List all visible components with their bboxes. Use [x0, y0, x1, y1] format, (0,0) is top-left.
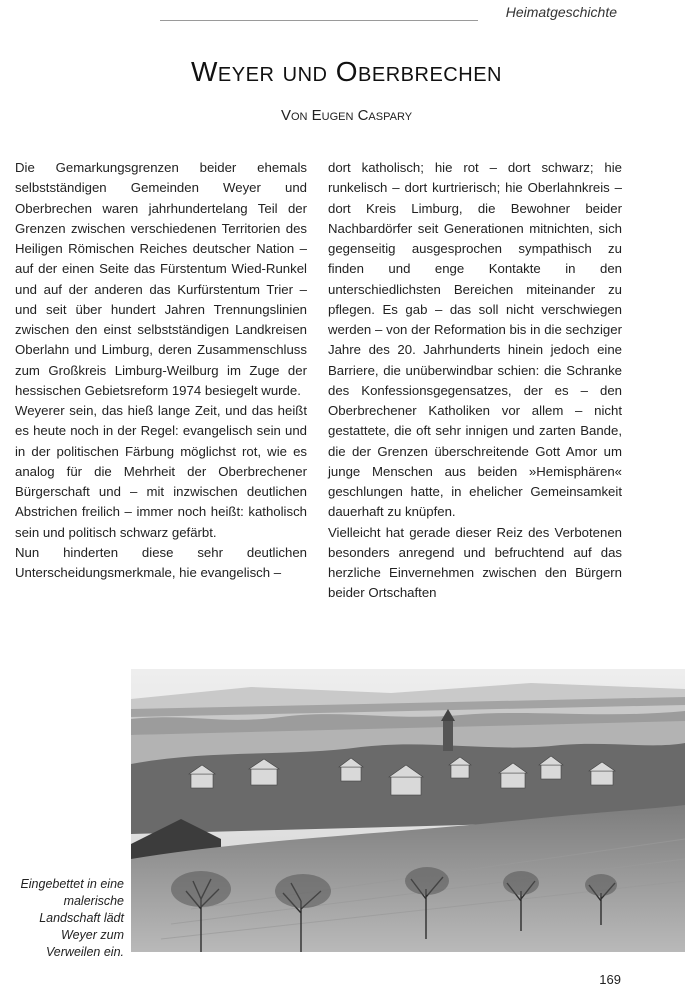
photo-caption: Eingebettet in eine malerische Landschaft lädt Weyer zum Verweilen ein.	[20, 877, 124, 959]
paragraph: dort katholisch; hie rot – dort schwarz; hie runkelisch – dort kurtrierisch; hie Oberlahnkreis – dort Kreis Limburg, die Bewohner beider Nachbardörfer seit Generationen mitnichten, sich gegenseitig ausgesprochen sympathisch zu finden und enge Kontakte in den unterschiedlichsten Bereichen miteinander zu pflegen. Es gab – das soll nicht verschwiegen werden – von der Reformation bis in die sechziger Jahre des 20. Jahrhunderts hinein jedoch eine Barriere, die unüberwindbar schien: die Schranke des Konfessionsgegensatzes, der es – den Oberbrechener Katholiken vor allem – nicht gestattete, die oft sehr innigen und zarten Bande, die der Grenzen überschreitende Gott Amor um junge Menschen aus beiden »Hemisphären« geschlungen hatte, in ehelicher Gemeinsamkeit dauerhaft zu knüpfen.	[328, 160, 622, 520]
section-label: Heimatgeschichte	[505, 4, 617, 20]
text-column-right	[328, 158, 622, 604]
village-landscape-illustration	[131, 669, 685, 952]
landscape-photo	[131, 669, 685, 952]
text-column-left	[15, 158, 307, 583]
paragraph: Weyerer sein, das hieß lange Zeit, und das heißt es heute noch in der Regel: evangelisch sein und in der politischen Färbung möglichst rot, wie es analog für die Mehrheit der Oberbrechener Bürgerschaft und – mit inzwischen deutlichen Abstrichen freilich – immer noch heißt: katholisch sein und politisch schwarz gefärbt.	[15, 403, 307, 540]
header-rule	[160, 20, 478, 21]
page-number: 169	[599, 972, 621, 987]
paragraph: Die Gemarkungsgrenzen beider ehemals selbstständigen Gemeinden Weyer und Oberbrechen waren jahrhundertelang Teil der Grenzen zwischen verschiedenen Territorien des Heiligen Römischen Reiches deutscher Nation – auf der einen Seite das Fürstentum Wied-Runkel und auf der anderen das Kurfürstentum Trier – und seit über hundert Jahren Trennungslinien zwischen den einst selbstständigen Landkreisen Oberlahn und Limburg, deren Zusammenschluss zum Großkreis Limburg-Weilburg im Zuge der hessischen Gebietsreform 1974 besiegelt wurde.	[15, 160, 307, 398]
article-byline: Von Eugen Caspary	[280, 107, 413, 124]
article-title: Weyer und Oberbrechen	[191, 56, 502, 87]
paragraph: Vielleicht hat gerade dieser Reiz des Verbotenen besonders anregend und befruchtend auf das herzliche Einvernehmen zwischen den Bürgern beider Ortschaften	[328, 524, 622, 601]
paragraph: Nun hinderten diese sehr deutlichen Unterscheidungsmerkmale, hie evangelisch –	[15, 544, 307, 580]
